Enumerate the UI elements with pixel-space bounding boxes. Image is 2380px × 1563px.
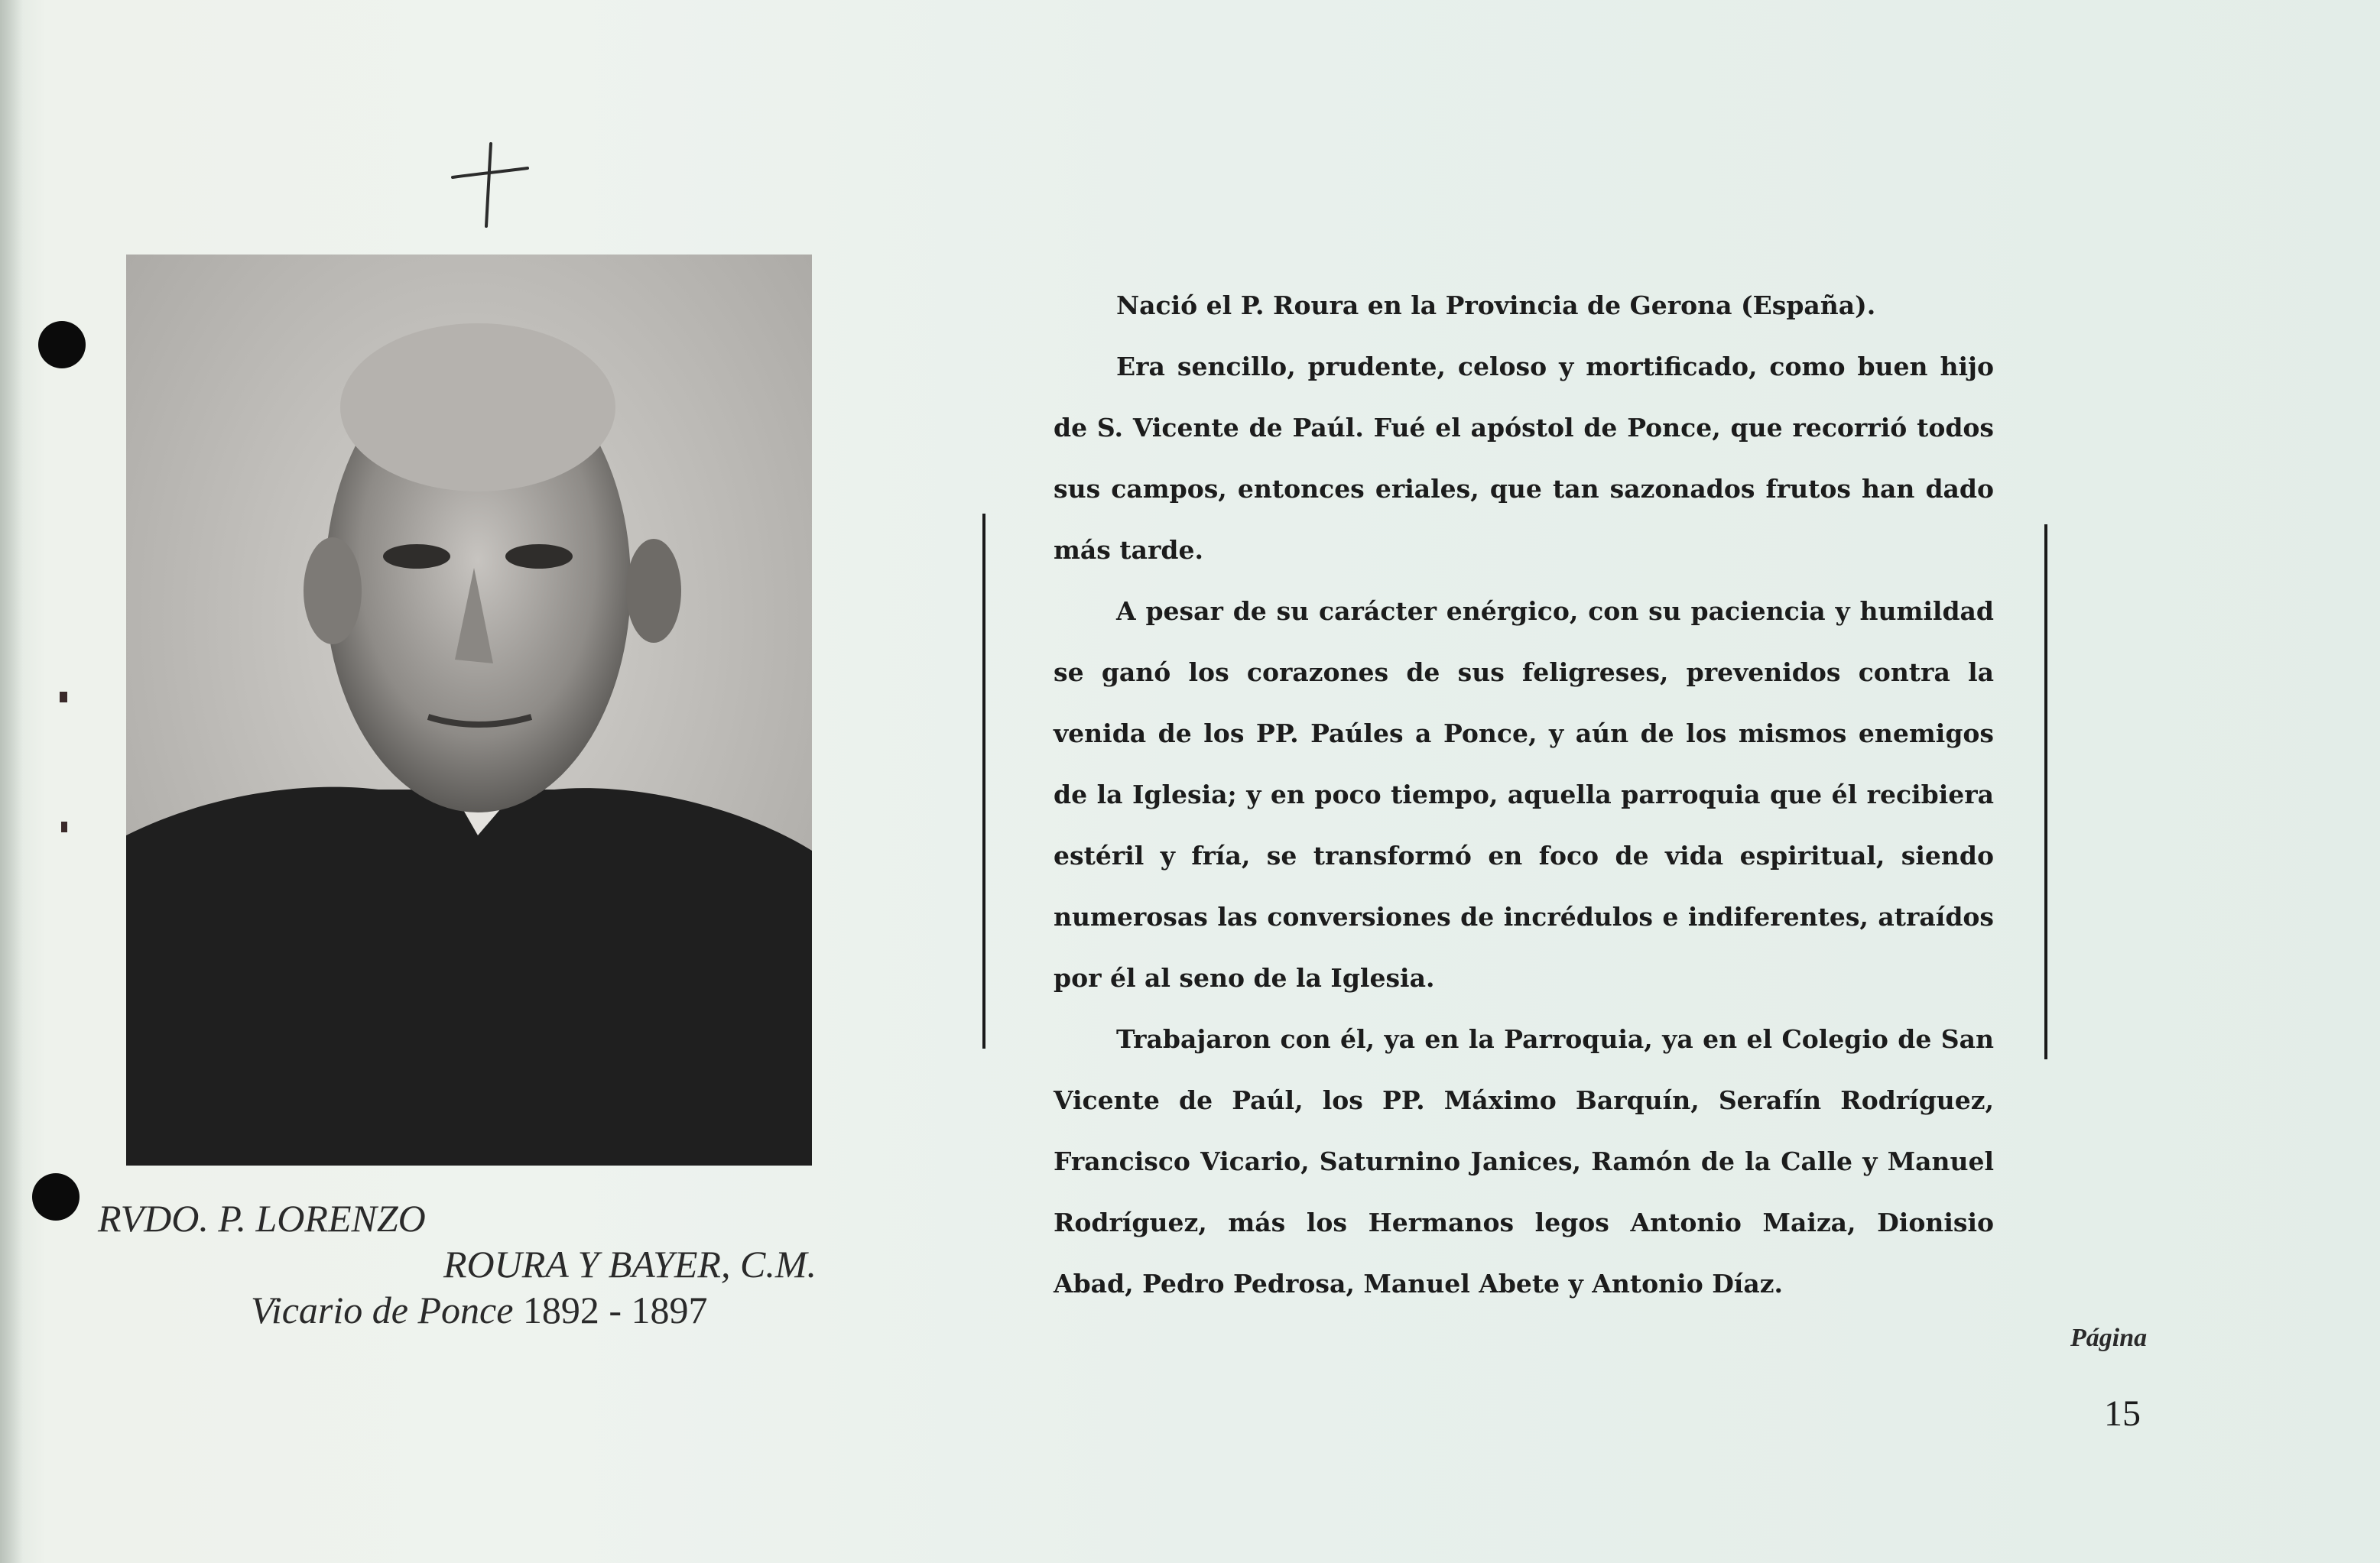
caption-line-2: ROURA Y BAYER, C.M.: [443, 1243, 817, 1286]
caption-line-1: RVDO. P. LORENZO: [98, 1197, 426, 1240]
binder-hole-bottom: [32, 1173, 80, 1221]
caption-line-3: [251, 1288, 708, 1332]
handwritten-cross-icon: [443, 138, 535, 229]
portrait-photo: [126, 255, 812, 1166]
paper-mark: [60, 692, 67, 702]
paragraph-birth: Nació el P. Roura en la Provincia de Gerona (España).: [1116, 290, 1876, 320]
caption-role: Vicario de Ponce: [251, 1289, 514, 1331]
left-vertical-rule: [982, 514, 985, 1049]
biography-text: [1054, 275, 1994, 1315]
page-number: 15: [2104, 1393, 2141, 1434]
paper-mark: [61, 822, 67, 832]
caption-years: 1892 - 1897: [522, 1289, 708, 1331]
binding-shadow: [0, 0, 23, 1563]
paragraph-ministry: A pesar de su carácter enérgico, con su paciencia y humildad se ganó los corazones de sus feligreses, prevenidos contra la venida de los PP. Paúles a Ponce, y aún de los mismos enemigos de la Iglesia; y en poco tiempo, aquella parroquia que él recibiera estéril y fría, se transformó en foco de vida espiritual, siendo numerosas las conversiones de incrédulos e indiferentes, atraídos por él al seno de la Iglesia.: [1054, 596, 1994, 993]
page-label: Página: [2070, 1324, 2148, 1352]
binder-hole-top: [38, 321, 86, 368]
paragraph-collaborators: Trabajaron con él, ya en la Parroquia, ya en el Colegio de San Vicente de Paúl, los PP. Máximo Barquín, Serafín Rodríguez, Francisco Vicario, Saturnino Janices, Ramón de la Calle y Manuel Rodríguez, más los Hermanos legos Antonio Maiza, Dionisio Abad, Pedro Pedrosa, Manuel Abete y Antonio Díaz.: [1054, 1024, 1994, 1299]
paragraph-character: Era sencillo, prudente, celoso y mortificado, como buen hijo de S. Vicente de Paúl. Fué el apóstol de Ponce, que recorrió todos sus campos, entonces eriales, que tan sazonados frutos han dado más tarde.: [1054, 352, 1994, 565]
right-vertical-rule: [2044, 524, 2047, 1059]
